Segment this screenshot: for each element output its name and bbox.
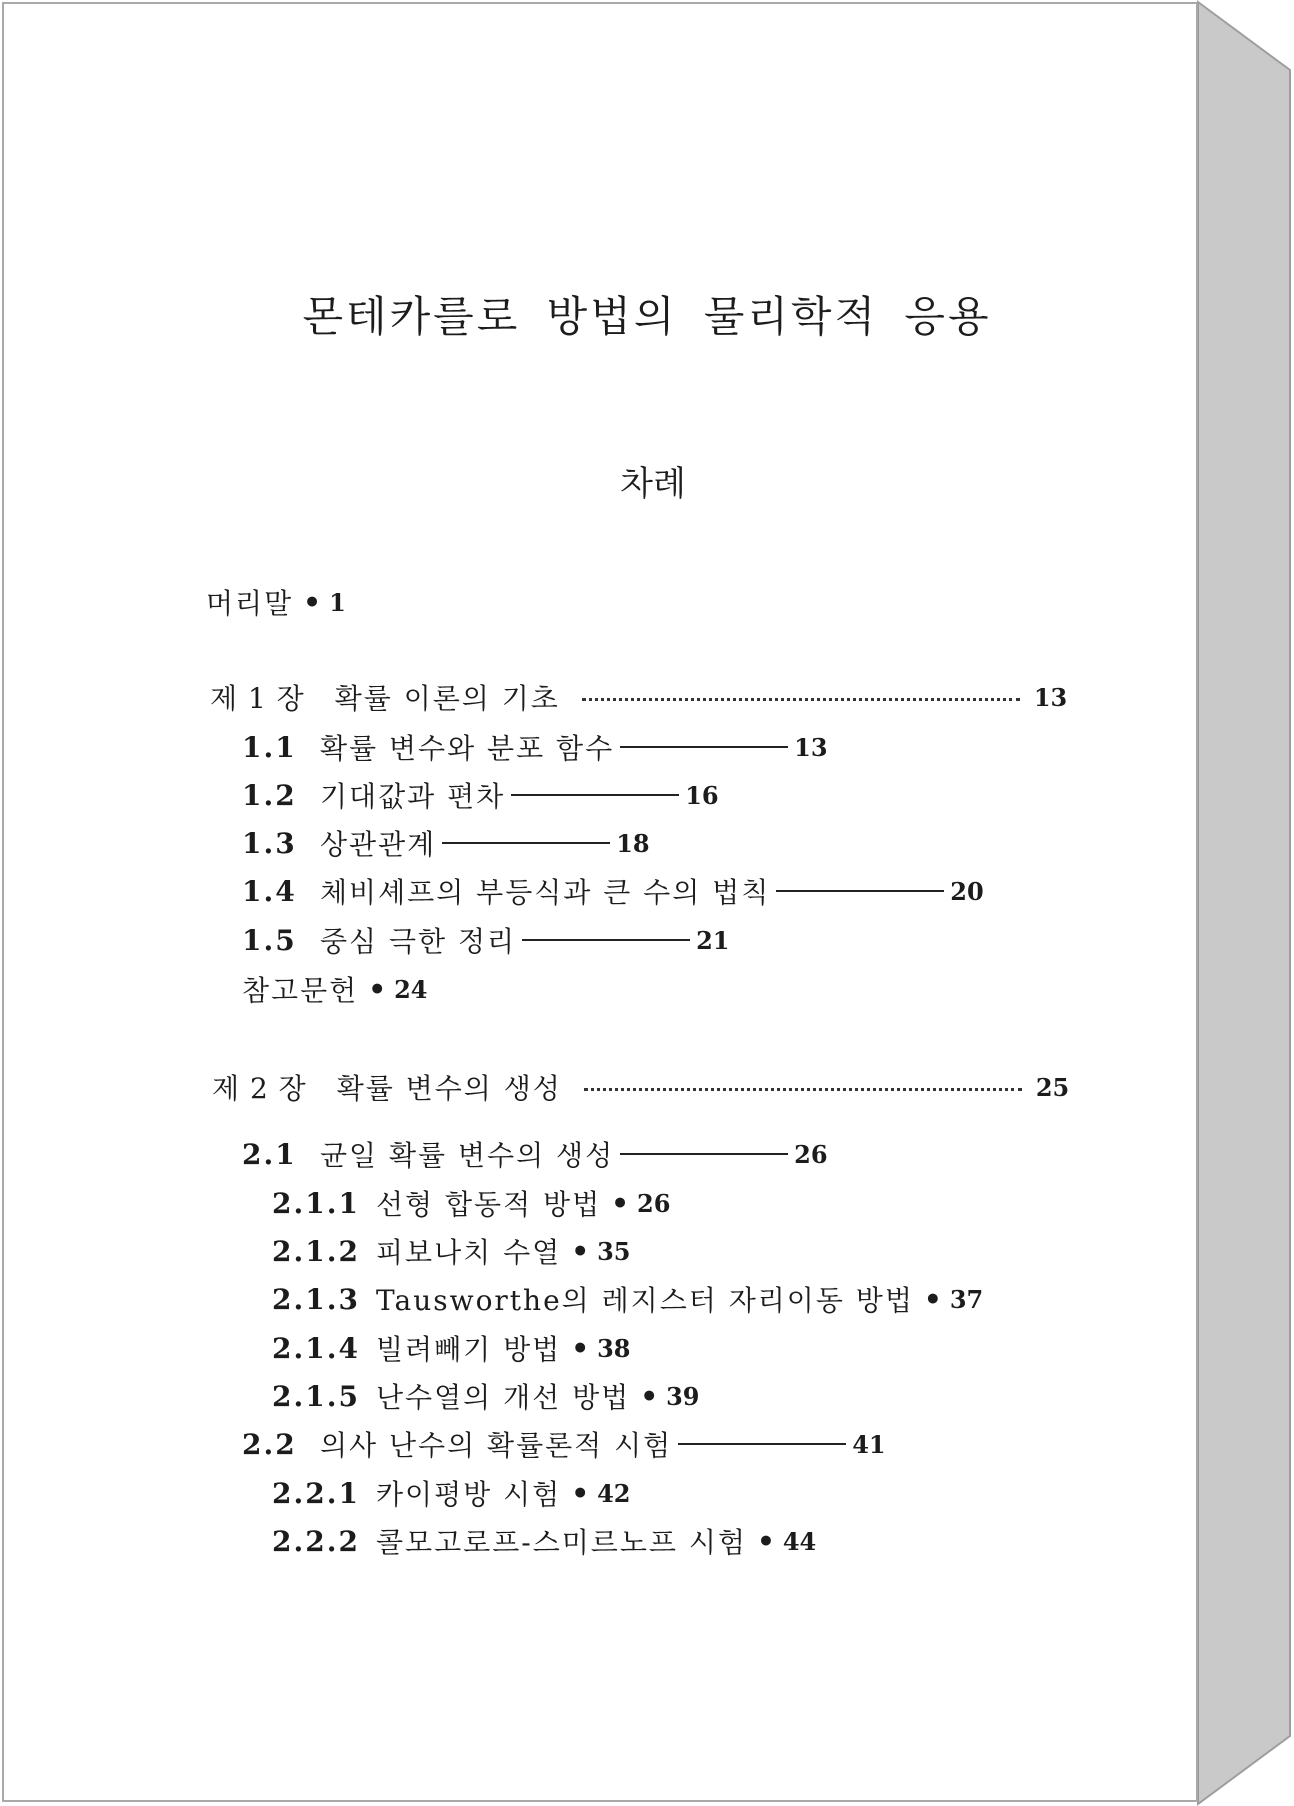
bullet: •	[611, 1186, 630, 1220]
section-page: 21	[696, 925, 730, 955]
section-title: 확률 변수와 분포 함수	[320, 732, 615, 765]
subsection-number: 2.1.1	[272, 1186, 360, 1220]
section-title: 중심 극한 정리	[320, 925, 517, 958]
subsection-page: 44	[782, 1526, 817, 1556]
dot-leader	[582, 698, 1020, 701]
subsection-page: 35	[597, 1236, 631, 1266]
subsection-page: 26	[637, 1188, 671, 1218]
leader-rule	[620, 1153, 788, 1155]
bullet: •	[303, 585, 322, 619]
toc-section-1-4[interactable]	[242, 871, 984, 911]
toc-section-2-1[interactable]	[242, 1134, 828, 1174]
toc-references-1[interactable]	[242, 969, 428, 1009]
toc-subsection-2-1-2[interactable]	[272, 1231, 631, 1271]
subsection-title: 선형 합동적 방법	[376, 1188, 602, 1221]
preface-label: 머리말	[206, 587, 294, 620]
section-title: 상관관계	[320, 828, 437, 861]
leader-rule	[511, 794, 679, 796]
leader-rule	[620, 746, 788, 748]
subsection-title: Tausworthe의 레지스터 자리이동 방법	[376, 1284, 914, 1317]
subsection-page: 38	[597, 1333, 631, 1363]
section-number: 2.2	[242, 1427, 297, 1461]
bullet: •	[923, 1282, 942, 1316]
subsection-title: 빌려빼기 방법	[376, 1333, 562, 1366]
section-number: 1.4	[242, 874, 297, 908]
section-title: 균일 확률 변수의 생성	[320, 1139, 615, 1172]
toc-subsection-2-1-1[interactable]	[272, 1183, 670, 1223]
section-page: 13	[794, 732, 828, 762]
toc-chapter-2[interactable]	[212, 1067, 1069, 1107]
leader-rule	[776, 890, 944, 892]
chapter-1-prefix: 제 1 장	[210, 682, 305, 715]
toc-subsection-2-1-5[interactable]	[272, 1376, 700, 1416]
subsection-title: 난수열의 개선 방법	[376, 1381, 631, 1414]
contents-heading: 차례	[620, 464, 686, 504]
section-page: 18	[616, 828, 650, 858]
chapter-1-page: 13	[1033, 682, 1068, 712]
subsection-number: 2.2.2	[272, 1524, 360, 1558]
toc-preface[interactable]	[206, 582, 346, 622]
subsection-page: 39	[666, 1381, 700, 1411]
subsection-page: 42	[597, 1478, 631, 1508]
toc-chapter-1[interactable]	[210, 677, 1067, 717]
toc-section-1-3[interactable]	[242, 823, 650, 863]
subsection-number: 2.2.1	[272, 1476, 360, 1510]
chapter-2-title: 확률 변수의 생성	[336, 1072, 562, 1105]
toc-section-1-5[interactable]	[242, 920, 730, 960]
book-title: 몬테카를로 방법의 물리학적 응용	[302, 292, 992, 341]
bullet: •	[571, 1331, 590, 1365]
section-title: 기대값과 편차	[320, 780, 506, 813]
section-title: 체비셰프의 부등식과 큰 수의 법칙	[320, 876, 771, 909]
references-page: 24	[394, 974, 428, 1004]
leader-rule	[678, 1443, 846, 1445]
section-page: 26	[794, 1139, 828, 1169]
section-number: 1.1	[242, 730, 297, 764]
section-page: 20	[950, 876, 984, 906]
toc-subsection-2-2-2[interactable]	[272, 1521, 816, 1561]
toc-section-1-2[interactable]	[242, 775, 719, 815]
toc-section-1-1[interactable]	[242, 727, 828, 767]
leader-rule	[442, 842, 610, 844]
subsection-title: 콜모고로프-스미르노프 시험	[376, 1526, 747, 1559]
dot-leader	[584, 1088, 1022, 1091]
section-number: 1.5	[242, 923, 297, 957]
subsection-title: 피보나치 수열	[376, 1236, 562, 1269]
section-page: 16	[685, 780, 719, 810]
subsection-number: 2.1.2	[272, 1234, 360, 1268]
preface-page: 1	[329, 587, 346, 617]
section-title: 의사 난수의 확률론적 시험	[320, 1429, 673, 1462]
subsection-title: 카이평방 시험	[376, 1478, 562, 1511]
chapter-1-title: 확률 이론의 기초	[334, 682, 560, 715]
toc-subsection-2-1-4[interactable]	[272, 1328, 631, 1368]
toc-subsection-2-1-3[interactable]	[272, 1279, 983, 1319]
subsection-page: 37	[949, 1284, 984, 1314]
bullet: •	[368, 972, 387, 1006]
toc-section-2-2[interactable]	[242, 1424, 886, 1464]
subsection-number: 2.1.5	[272, 1379, 360, 1413]
bullet: •	[571, 1234, 590, 1268]
bullet: •	[756, 1524, 775, 1558]
chapter-2-prefix: 제 2 장	[212, 1072, 307, 1105]
bullet: •	[640, 1379, 659, 1413]
bullet: •	[571, 1476, 590, 1510]
section-number: 2.1	[242, 1137, 297, 1171]
toc-subsection-2-2-1[interactable]	[272, 1473, 631, 1513]
section-page: 41	[852, 1429, 886, 1459]
leader-rule	[522, 939, 690, 941]
subsection-number: 2.1.3	[272, 1282, 360, 1316]
subsection-number: 2.1.4	[272, 1331, 360, 1365]
chapter-2-page: 25	[1035, 1072, 1070, 1102]
section-number: 1.2	[242, 778, 297, 812]
section-number: 1.3	[242, 826, 297, 860]
references-label: 참고문헌	[242, 974, 359, 1007]
